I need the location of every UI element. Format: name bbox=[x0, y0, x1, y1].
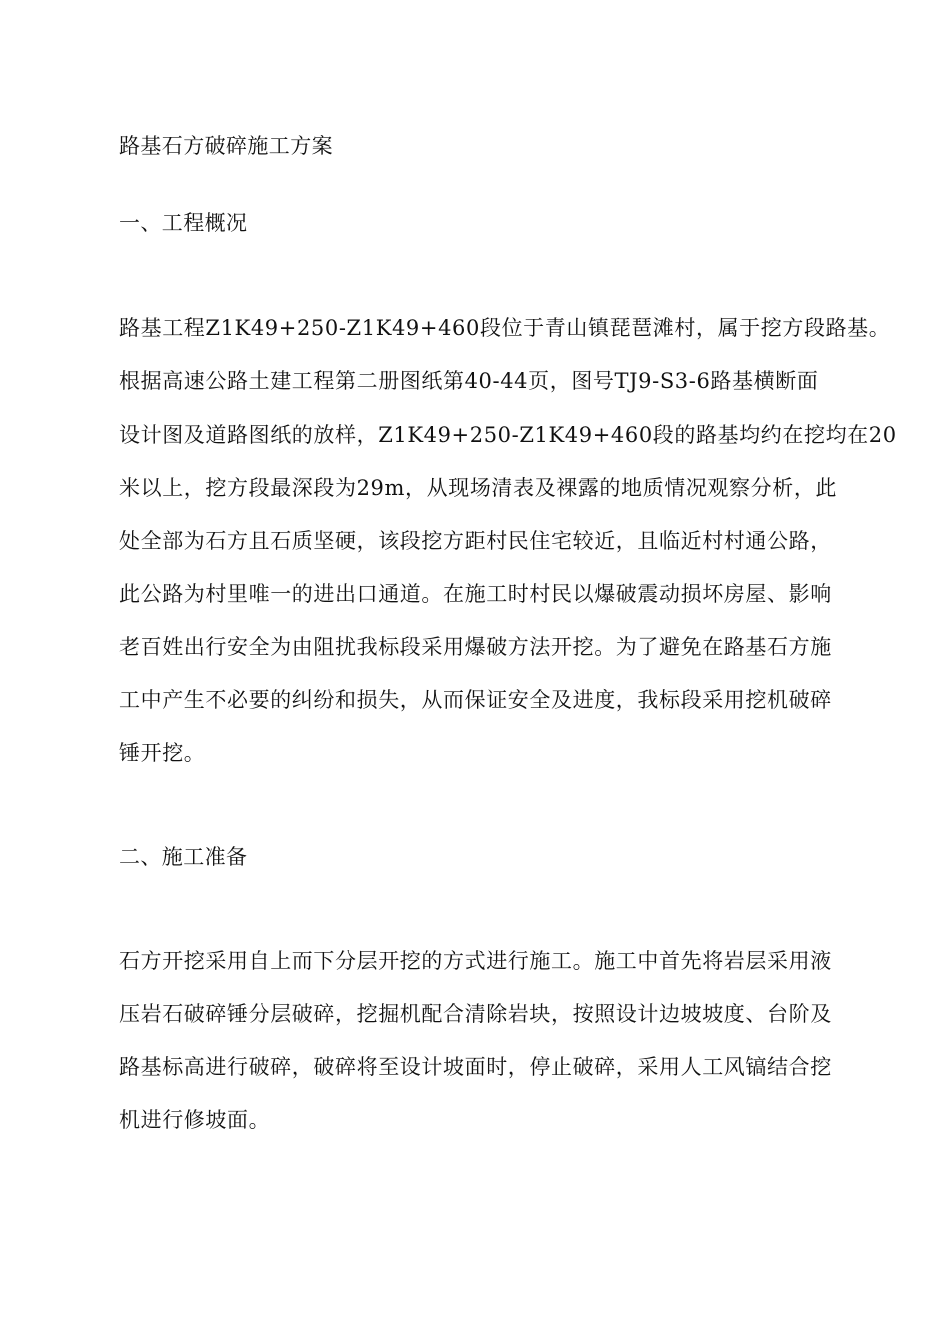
paragraph-line: 此公路为村里唯一的进出口通道。在施工时村民以爆破震动损坏房屋、影响 bbox=[119, 582, 832, 606]
paragraph-line: 设计图及道路图纸的放样，Z1K49+250-Z1K49+460段的路基均约在挖均在20 bbox=[119, 423, 897, 447]
section-heading-overview: 一、工程概况 bbox=[119, 211, 248, 235]
paragraph-line: 根据高速公路土建工程第二册图纸第40-44页，图号TJ9-S3-6路基横断面 bbox=[119, 369, 819, 393]
paragraph-line: 锤开挖。 bbox=[119, 741, 206, 765]
paragraph-line: 路基标高进行破碎，破碎将至设计坡面时，停止破碎，采用人工风镐结合挖 bbox=[119, 1055, 832, 1079]
document-title: 路基石方破碎施工方案 bbox=[119, 134, 333, 158]
section-heading-preparation: 二、施工准备 bbox=[119, 845, 248, 869]
paragraph-line: 机进行修坡面。 bbox=[119, 1108, 271, 1132]
paragraph-line: 米以上，挖方段最深段为29m，从现场清表及裸露的地质情况观察分析，此 bbox=[119, 476, 838, 500]
paragraph-line: 处全部为石方且石质坚硬，该段挖方距村民住宅较近，且临近村村通公路， bbox=[119, 529, 832, 553]
paragraph-line: 工中产生不必要的纠纷和损失，从而保证安全及进度，我标段采用挖机破碎 bbox=[119, 688, 832, 712]
paragraph-line: 路基工程Z1K49+250-Z1K49+460段位于青山镇琵琶滩村，属于挖方段路基。 bbox=[119, 316, 891, 340]
paragraph-line: 老百姓出行安全为由阻扰我标段采用爆破方法开挖。为了避免在路基石方施 bbox=[119, 635, 832, 659]
paragraph-line: 压岩石破碎锤分层破碎，挖掘机配合清除岩块，按照设计边坡坡度、台阶及 bbox=[119, 1002, 832, 1026]
paragraph-line: 石方开挖采用自上而下分层开挖的方式进行施工。施工中首先将岩层采用液 bbox=[119, 949, 832, 973]
